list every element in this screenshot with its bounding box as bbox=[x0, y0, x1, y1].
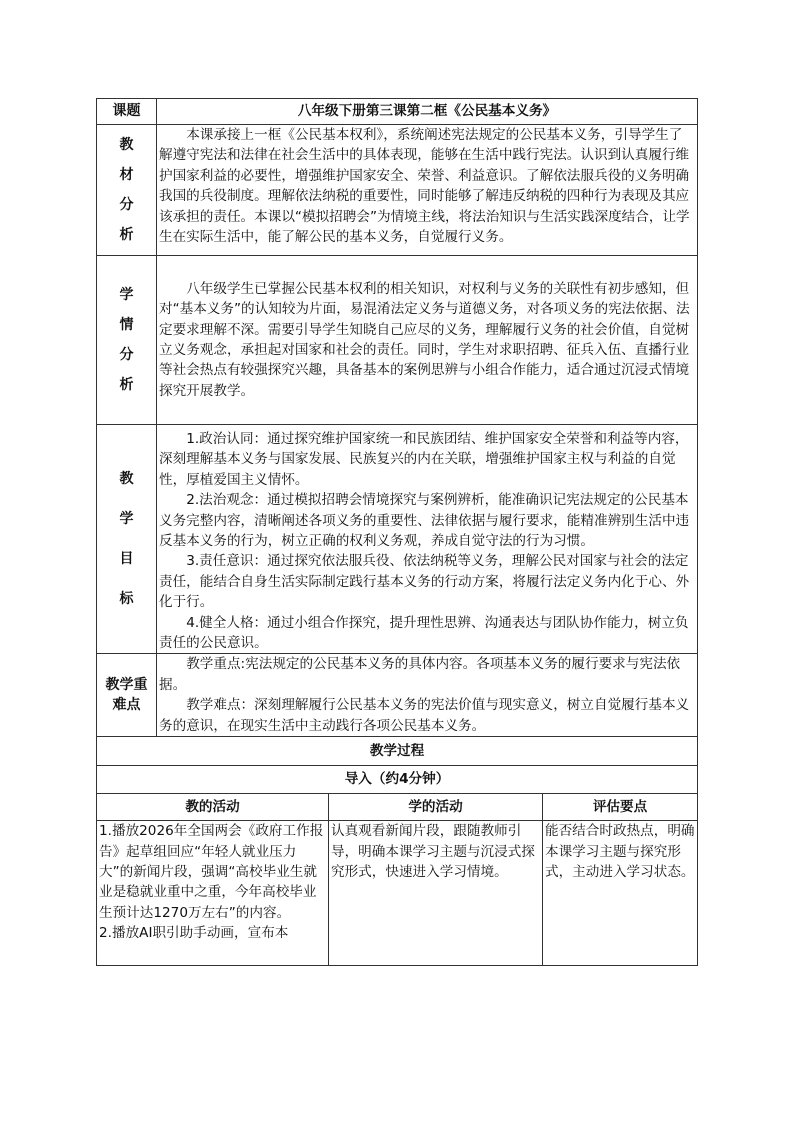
learner-analysis-label: 学 情 分 析 bbox=[97, 256, 157, 425]
evaluation-points: 能否结合时政热点，明确本课学习主题与探究形式，主动进入学习状态。 bbox=[543, 821, 698, 966]
goal-item: 4.健全人格：通过小组合作探究，提升理性思辨、沟通表达与团队协作能力，树立负责任的公民意识。 bbox=[159, 614, 689, 652]
student-activity: 认真观看新闻片段，跟随教师引导，明确本课学习主题与沉浸式探究形式，快速进入学习情境。 bbox=[329, 821, 543, 966]
header-row bbox=[97, 99, 698, 125]
material-analysis-label: 教 材 分 析 bbox=[97, 125, 157, 256]
material-analysis-text: 本课承接上一框《公民基本权利》，系统阐述宪法规定的公民基本义务，引导学生了解遵守宪法和法律在社会生活中的具体表现，能够在生活中践行宪法。认识到认真履行维护国家利益的必要性，增强维护国家安全、荣誉、利益意识。了解依法服兵役的义务明确我国的兵役制度。理解依法纳税的重要性，同时能够了解违反纳税的四种行为表现及其应该承担的责任。本课以“模拟招聘会”为情境主线，将法治知识与生活实践深度结合，让学生在实际生活中，能了解公民的基本义务，自觉履行义务。 bbox=[157, 125, 698, 256]
teacher-activity bbox=[97, 821, 329, 966]
goal-item: 2.法治观念：通过模拟招聘会情境探究与案例辨析，能准确识记宪法规定的公民基本义务完整内容，清晰阐述各项义务的重要性、法律依据与履行要求，能精准辨别生活中违反基本义务的行为，树立正确的权利义务观，养成自觉守法的行为习惯。 bbox=[159, 492, 690, 550]
learner-analysis-row bbox=[97, 256, 698, 425]
lesson-title: 八年级下册第三课第二框《公民基本义务》 bbox=[157, 99, 698, 125]
activity-header-row bbox=[97, 794, 698, 821]
activity-row bbox=[97, 821, 698, 966]
teacher-step: 1.播放2026年全国两会《政府工作报告》起草组回应“年轻人就业压力大”的新闻片段，强调“高校毕业生就业是稳就业重中之重，今年高校毕业生预计达1270万左右”的内容。 bbox=[99, 823, 324, 921]
teacher-activity-header: 教的活动 bbox=[97, 794, 329, 821]
teaching-focus: 教学重点:宪法规定的公民基本义务的具体内容。各项基本义务的履行要求与宪法依据。 bbox=[159, 656, 681, 693]
teacher-step: 2.播放AI职引助手动画，宣布本 bbox=[99, 925, 289, 942]
key-points-row bbox=[97, 654, 698, 737]
goal-item: 3.责任意识：通过探究依法服兵役、依法纳税等义务，理解公民对国家与社会的法定责任，能结合自身生活实际制定践行基本义务的行动方案，将履行法定义务内化于心、外化于行。 bbox=[159, 553, 690, 611]
material-analysis-row bbox=[97, 125, 698, 256]
learner-analysis-text: 八年级学生已掌握公民基本权利的相关知识，对权利与义务的关联性有初步感知，但对“基本义务”的认知较为片面，易混淆法定义务与道德义务，对各项义务的宪法依据、法定要求理解不深。需要引导学生知晓自己应尽的义务，理解履行义务的社会价值，自觉树立义务观念，承担起对国家和社会的责任。同时，学生对求职招聘、征兵入伍、直播行业等社会热点有较强探究兴趣，具备基本的案例思辨与小组合作能力，适合通过沉浸式情境探究开展教学。 bbox=[157, 256, 698, 425]
teaching-goals-row bbox=[97, 425, 698, 654]
goal-item: 1.政治认同：通过探究维护国家统一和民族团结、维护国家安全荣誉和利益等内容，深刻理解基本义务与国家发展、民族复兴的内在关联，增强维护国家主权与利益的自觉性，厚植爱国主义情怀。 bbox=[159, 431, 689, 488]
topic-label: 课题 bbox=[97, 99, 157, 125]
teaching-goals-text bbox=[157, 425, 698, 654]
lesson-plan-table bbox=[96, 98, 698, 966]
teaching-difficulty: 教学难点：深刻理解履行公民基本义务的宪法价值与现实意义，树立自觉履行基本义务的意识，在现实生活中主动践行各项公民基本义务。 bbox=[159, 697, 690, 734]
process-title: 教学过程 bbox=[97, 737, 698, 766]
key-points-label: 教学重 难点 bbox=[97, 654, 157, 737]
teaching-goals-label: 教 学 目 标 bbox=[97, 425, 157, 654]
intro-row bbox=[97, 766, 698, 794]
intro-title: 导入（约4分钟） bbox=[97, 766, 698, 794]
evaluation-header: 评估要点 bbox=[543, 794, 698, 821]
process-title-row bbox=[97, 737, 698, 766]
student-activity-header: 学的活动 bbox=[329, 794, 543, 821]
key-points-text bbox=[157, 654, 698, 737]
